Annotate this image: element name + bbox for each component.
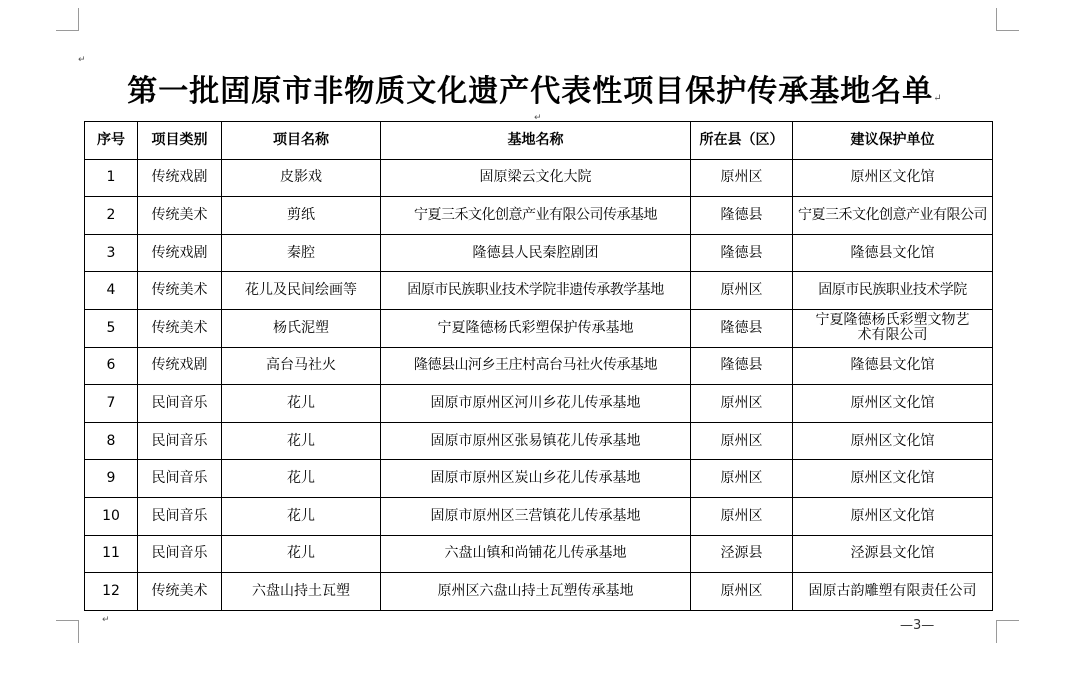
table-cell: 原州区 (691, 573, 793, 611)
table-cell: 隆德县文化馆 (793, 347, 993, 385)
table-cell: 9 (85, 460, 138, 498)
table-cell: 民间音乐 (138, 497, 222, 535)
table-header-row (85, 122, 993, 160)
table-cell: 传统戏剧 (138, 159, 222, 197)
paragraph-mark-icon: ↵ (102, 615, 110, 625)
header-cell: 项目名称 (222, 122, 381, 160)
table-cell: 传统戏剧 (138, 347, 222, 385)
table-cell: 原州区文化馆 (793, 460, 993, 498)
header-cell: 基地名称 (381, 122, 691, 160)
table-cell: 隆德县 (691, 347, 793, 385)
table-cell: 固原梁云文化大院 (381, 159, 691, 197)
table-cell: 花儿 (222, 460, 381, 498)
table-cell: 4 (85, 272, 138, 310)
table-cell: 宁夏三禾文化创意产业有限公司传承基地 (381, 197, 691, 235)
table-cell: 花儿 (222, 385, 381, 423)
paragraph-mark-icon: ↵ (534, 113, 542, 123)
crop-mark-bottom-left (56, 620, 79, 643)
table-cell: 杨氏泥塑 (222, 309, 381, 347)
table-cell: 3 (85, 234, 138, 272)
table-cell: 原州区 (691, 422, 793, 460)
table-cell: 原州区 (691, 272, 793, 310)
table-cell: 隆德县人民秦腔剧团 (381, 234, 691, 272)
table-cell: 8 (85, 422, 138, 460)
table-row (85, 197, 993, 235)
table-cell: 六盘山镇和尚铺花儿传承基地 (381, 535, 691, 573)
paragraph-mark-icon: ↵ (78, 55, 86, 65)
table-cell: 民间音乐 (138, 422, 222, 460)
table-cell: 宁夏三禾文化创意产业有限公司 (793, 197, 993, 235)
table-row (85, 497, 993, 535)
page-number: —3— (900, 618, 935, 633)
table-cell: 固原市原州区张易镇花儿传承基地 (381, 422, 691, 460)
table-cell: 隆德县 (691, 234, 793, 272)
table-cell: 隆德县文化馆 (793, 234, 993, 272)
header-cell: 项目类别 (138, 122, 222, 160)
table-cell: 传统美术 (138, 309, 222, 347)
table-cell: 原州区六盘山持土瓦塑传承基地 (381, 573, 691, 611)
table-row (85, 272, 993, 310)
table-cell: 传统美术 (138, 573, 222, 611)
table-row (85, 535, 993, 573)
table-cell: 民间音乐 (138, 535, 222, 573)
table-cell: 六盘山持土瓦塑 (222, 573, 381, 611)
table-cell: 原州区 (691, 385, 793, 423)
table-cell: 隆德县 (691, 197, 793, 235)
table-row (85, 234, 993, 272)
table-cell: 花儿 (222, 497, 381, 535)
table-row (85, 573, 993, 611)
table-cell: 原州区文化馆 (793, 422, 993, 460)
table-cell: 传统戏剧 (138, 234, 222, 272)
table-cell: 宁夏隆德杨氏彩塑保护传承基地 (381, 309, 691, 347)
table-cell: 花儿及民间绘画等 (222, 272, 381, 310)
table-cell: 传统美术 (138, 272, 222, 310)
crop-mark-bottom-right (996, 620, 1019, 643)
table-cell: 民间音乐 (138, 385, 222, 423)
header-cell: 建议保护单位 (793, 122, 993, 160)
heritage-base-table (84, 121, 993, 611)
table-cell: 固原市原州区河川乡花儿传承基地 (381, 385, 691, 423)
table-cell: 秦腔 (222, 234, 381, 272)
table-cell: 11 (85, 535, 138, 573)
table-row (85, 309, 993, 347)
table-cell: 剪纸 (222, 197, 381, 235)
document-title: 第一批固原市非物质文化遗产代表性项目保护传承基地名单↵ (127, 74, 943, 109)
table-row (85, 460, 993, 498)
table-cell: 高台马社火 (222, 347, 381, 385)
table-cell: 固原市民族职业技术学院 (793, 272, 993, 310)
table-cell: 民间音乐 (138, 460, 222, 498)
table-cell: 固原市原州区三营镇花儿传承基地 (381, 497, 691, 535)
header-cell: 序号 (85, 122, 138, 160)
table-cell: 1 (85, 159, 138, 197)
table-cell: 泾源县 (691, 535, 793, 573)
table-cell: 宁夏隆德杨氏彩塑文物艺术有限公司 (793, 309, 993, 347)
table-cell: 6 (85, 347, 138, 385)
table-cell: 10 (85, 497, 138, 535)
table-row (85, 159, 993, 197)
table-cell: 2 (85, 197, 138, 235)
table-cell: 原州区 (691, 497, 793, 535)
table-cell: 泾源县文化馆 (793, 535, 993, 573)
table-cell: 隆德县山河乡王庄村高台马社火传承基地 (381, 347, 691, 385)
table-cell: 固原市原州区炭山乡花儿传承基地 (381, 460, 691, 498)
table-cell: 花儿 (222, 422, 381, 460)
table-cell: 12 (85, 573, 138, 611)
table-cell: 7 (85, 385, 138, 423)
table-cell: 花儿 (222, 535, 381, 573)
table-cell: 原州区文化馆 (793, 385, 993, 423)
header-cell: 所在县（区） (691, 122, 793, 160)
crop-mark-top-right (996, 8, 1019, 31)
table-cell: 固原古韵雕塑有限责任公司 (793, 573, 993, 611)
table-cell: 原州区 (691, 159, 793, 197)
table-row (85, 347, 993, 385)
table-cell: 原州区文化馆 (793, 497, 993, 535)
table-cell: 隆德县 (691, 309, 793, 347)
table-cell: 固原市民族职业技术学院非遗传承教学基地 (381, 272, 691, 310)
table-cell: 皮影戏 (222, 159, 381, 197)
table-cell: 传统美术 (138, 197, 222, 235)
table-cell: 5 (85, 309, 138, 347)
crop-mark-top-left (56, 8, 79, 31)
table-cell: 原州区文化馆 (793, 159, 993, 197)
table-cell: 原州区 (691, 460, 793, 498)
table-row (85, 385, 993, 423)
table-row (85, 422, 993, 460)
